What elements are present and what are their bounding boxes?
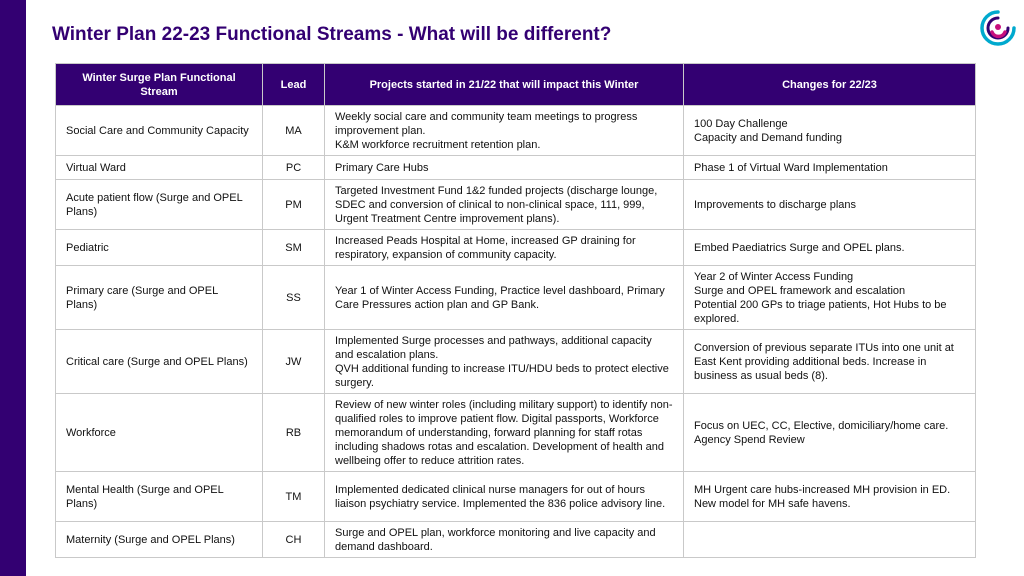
table-row bbox=[56, 180, 976, 230]
stream-cell: Virtual Ward bbox=[56, 156, 263, 180]
projects-line: Targeted Investment Fund 1&2 funded projects (discharge lounge, SDEC and conversion of clinical to non-clinical space, 111, 999, Urgent Treatment Centre improvement plans). bbox=[335, 184, 658, 225]
stream-cell: Critical care (Surge and OPEL Plans) bbox=[56, 330, 263, 394]
changes-cell bbox=[684, 180, 976, 230]
projects-cell bbox=[325, 266, 684, 330]
header-changes: Changes for 22/23 bbox=[684, 64, 976, 106]
stream-cell: Workforce bbox=[56, 394, 263, 472]
changes-line: Capacity and Demand funding bbox=[694, 131, 842, 144]
changes-line: Surge and OPEL framework and escalation bbox=[694, 284, 906, 297]
projects-cell bbox=[325, 180, 684, 230]
projects-line: QVH additional funding to increase ITU/HDU beds to protect elective surgery. bbox=[335, 362, 669, 389]
lead-cell: SM bbox=[263, 230, 325, 266]
changes-cell bbox=[684, 472, 976, 522]
table-row bbox=[56, 266, 976, 330]
header-projects: Projects started in 21/22 that will impact this Winter bbox=[325, 64, 684, 106]
changes-cell bbox=[684, 394, 976, 472]
side-accent-bar bbox=[0, 0, 26, 576]
table-row bbox=[56, 522, 976, 558]
projects-cell bbox=[325, 106, 684, 156]
table-row bbox=[56, 394, 976, 472]
stream-cell: Social Care and Community Capacity bbox=[56, 106, 263, 156]
table-row bbox=[56, 472, 976, 522]
lead-cell: CH bbox=[263, 522, 325, 558]
projects-cell bbox=[325, 522, 684, 558]
changes-cell bbox=[684, 330, 976, 394]
changes-cell bbox=[684, 156, 976, 180]
changes-line: Conversion of previous separate ITUs into one unit at East Kent providing additional beds. Increase in business as usual beds (8). bbox=[694, 341, 954, 382]
table-row bbox=[56, 330, 976, 394]
changes-line: Embed Paediatrics Surge and OPEL plans. bbox=[694, 241, 905, 254]
projects-cell bbox=[325, 330, 684, 394]
lead-cell: JW bbox=[263, 330, 325, 394]
projects-line: Increased Peads Hospital at Home, increased GP draining for respiratory, expansion of community capacity. bbox=[335, 234, 636, 261]
lead-cell: PC bbox=[263, 156, 325, 180]
projects-line: K&M workforce recruitment retention plan. bbox=[335, 138, 541, 151]
projects-cell bbox=[325, 156, 684, 180]
swirl-logo-icon bbox=[978, 8, 1018, 48]
changes-cell bbox=[684, 522, 976, 558]
changes-line: Potential 200 GPs to triage patients, Hot Hubs to be explored. bbox=[694, 298, 947, 325]
header-stream: Winter Surge Plan Functional Stream bbox=[56, 64, 263, 106]
stream-cell: Maternity (Surge and OPEL Plans) bbox=[56, 522, 263, 558]
changes-cell bbox=[684, 106, 976, 156]
table-row bbox=[56, 156, 976, 180]
changes-line: Improvements to discharge plans bbox=[694, 198, 857, 211]
projects-line: Surge and OPEL plan, workforce monitoring and live capacity and demand dashboard. bbox=[335, 526, 656, 553]
table-row bbox=[56, 106, 976, 156]
stream-cell: Acute patient flow (Surge and OPEL Plans) bbox=[56, 180, 263, 230]
projects-line: Weekly social care and community team meetings to progress improvement plan. bbox=[335, 110, 638, 137]
lead-cell: RB bbox=[263, 394, 325, 472]
changes-line: Phase 1 of Virtual Ward Implementation bbox=[694, 161, 888, 174]
lead-cell: TM bbox=[263, 472, 325, 522]
projects-cell bbox=[325, 472, 684, 522]
projects-line: Implemented Surge processes and pathways, additional capacity and escalation plans. bbox=[335, 334, 652, 361]
changes-line: 100 Day Challenge bbox=[694, 117, 788, 130]
projects-line: Primary Care Hubs bbox=[335, 161, 429, 174]
projects-line: Review of new winter roles (including military support) to identify non-qualified roles to improve patient flow. Digital passports, Workforce memorandum of understanding, forward planning for staff rotas including shadows rotas and escalation. Development of health and wellbeing offer to reduce attrition rates. bbox=[335, 398, 673, 467]
functional-streams-table bbox=[55, 63, 976, 558]
projects-cell bbox=[325, 394, 684, 472]
table-row bbox=[56, 230, 976, 266]
stream-cell: Primary care (Surge and OPEL Plans) bbox=[56, 266, 263, 330]
lead-cell: MA bbox=[263, 106, 325, 156]
changes-line: MH Urgent care hubs-increased MH provision in ED. New model for MH safe havens. bbox=[694, 483, 951, 510]
changes-cell bbox=[684, 266, 976, 330]
table-header-row bbox=[56, 64, 976, 106]
stream-cell: Pediatric bbox=[56, 230, 263, 266]
changes-line: Year 2 of Winter Access Funding bbox=[694, 270, 854, 283]
stream-cell: Mental Health (Surge and OPEL Plans) bbox=[56, 472, 263, 522]
changes-line: Focus on UEC, CC, Elective, domiciliary/home care. Agency Spend Review bbox=[694, 419, 949, 446]
changes-cell bbox=[684, 230, 976, 266]
lead-cell: PM bbox=[263, 180, 325, 230]
header-lead: Lead bbox=[263, 64, 325, 106]
projects-line: Year 1 of Winter Access Funding, Practice level dashboard, Primary Care Pressures action plan and GP Bank. bbox=[335, 284, 665, 311]
page-title: Winter Plan 22-23 Functional Streams - What will be different? bbox=[52, 24, 612, 45]
projects-cell bbox=[325, 230, 684, 266]
lead-cell: SS bbox=[263, 266, 325, 330]
projects-line: Implemented dedicated clinical nurse managers for out of hours liaison psychiatry service. Implemented the 836 police advisory line. bbox=[335, 483, 666, 510]
